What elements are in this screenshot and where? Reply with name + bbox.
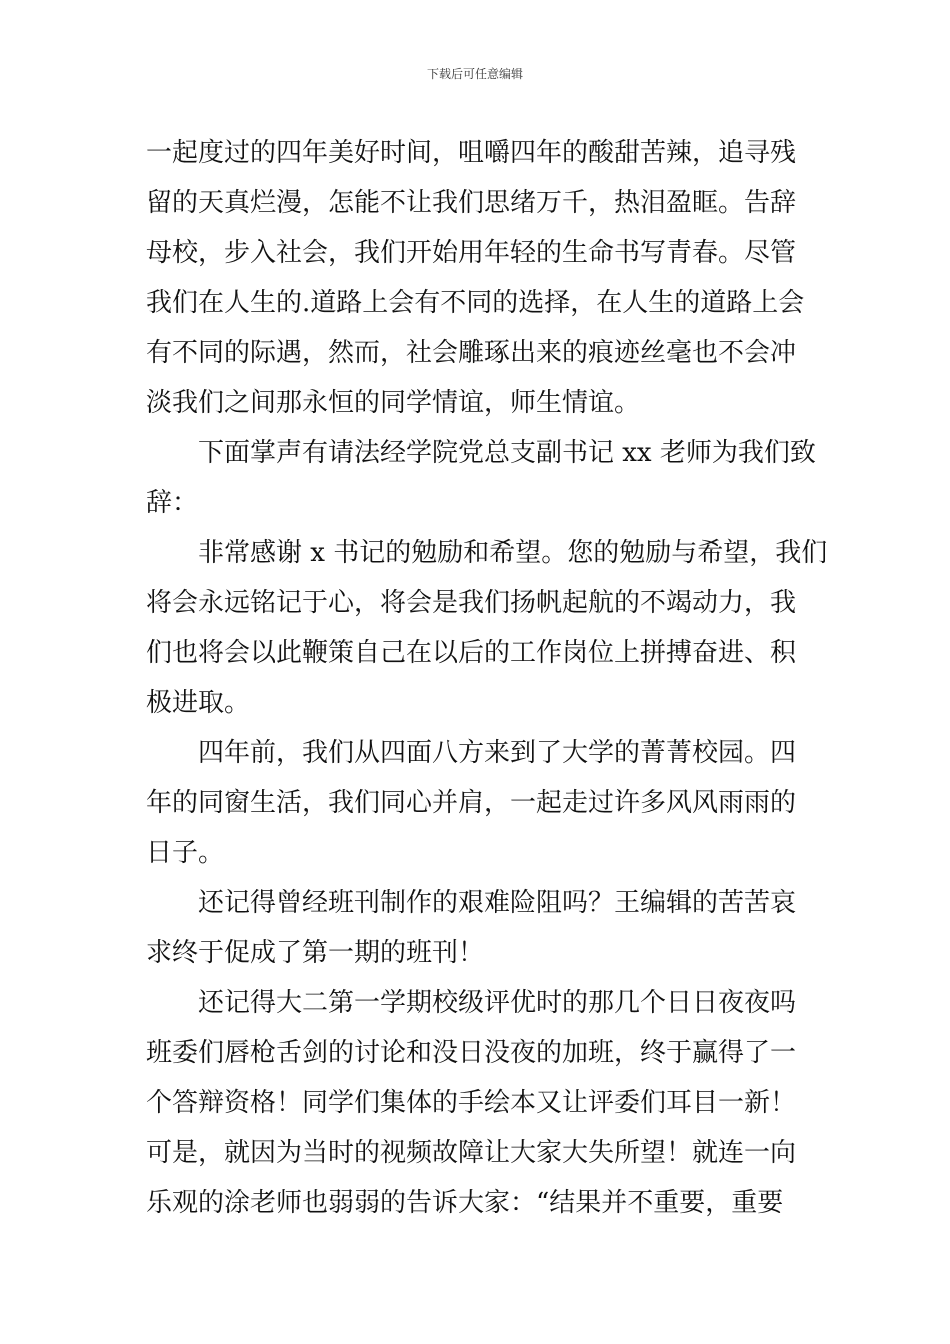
text-line: 日子。 [146, 838, 225, 868]
text-line: 辞： [146, 488, 199, 518]
page-header: 下载后可任意编辑 [426, 67, 523, 81]
text-line: 可是，就因为当时的视频故障让大家大失所望！就连一向 [146, 1138, 797, 1168]
text-line: 将会永远铭记于心，将会是我们扬帆起航的不竭动力，我 [146, 588, 797, 618]
text-line: 淡我们之间那永恒的同学情谊，师生情谊。 [146, 388, 641, 418]
paragraph-start-line: 还记得曾经班刊制作的艰难险阻吗？王编辑的苦苦哀 [198, 888, 797, 918]
paragraph-start-line: 四年前，我们从四面八方来到了大学的菁菁校园。四 [198, 738, 797, 768]
text-line: 留的天真烂漫，怎能不让我们思绪万千，热泪盈眶。告辞 [146, 188, 797, 218]
document-body [146, 128, 828, 1228]
text-line: 班委们唇枪舌剑的讨论和没日没夜的加班，终于赢得了一 [146, 1038, 797, 1068]
text-line: 们也将会以此鞭策自己在以后的工作岗位上拼搏奋进、积 [146, 638, 797, 668]
text-line: 有不同的际遇，然而，社会雕琢出来的痕迹丝毫也不会冲 [146, 338, 797, 368]
text-line: 个答辩资格！同学们集体的手绘本又让评委们耳目一新！ [146, 1088, 797, 1118]
text-line: 极进取。 [146, 688, 251, 718]
paragraph-start-line: 非常感谢 x 书记的勉励和希望。您的勉励与希望，我们 [198, 538, 828, 568]
text-line: 乐观的涂老师也弱弱的告诉大家：“结果并不重要，重要 [146, 1188, 784, 1218]
text-line: 一起度过的四年美好时间，咀嚼四年的酸甜苦辣，追寻残 [146, 138, 797, 168]
text-line: 求终于促成了第一期的班刊！ [146, 938, 485, 968]
text-line: 母校，步入社会，我们开始用年轻的生命书写青春。尽管 [146, 238, 797, 268]
paragraph-start-line: 下面掌声有请法经学院党总支副书记 xx 老师为我们致 [198, 438, 816, 468]
text-line: 我们在人生的.道路上会有不同的选择，在人生的道路上会 [146, 288, 805, 318]
paragraph-start-line: 还记得大二第一学期校级评优时的那几个日日夜夜吗 [198, 988, 797, 1018]
text-line: 年的同窗生活，我们同心并肩，一起走过许多风风雨雨的 [146, 788, 797, 818]
